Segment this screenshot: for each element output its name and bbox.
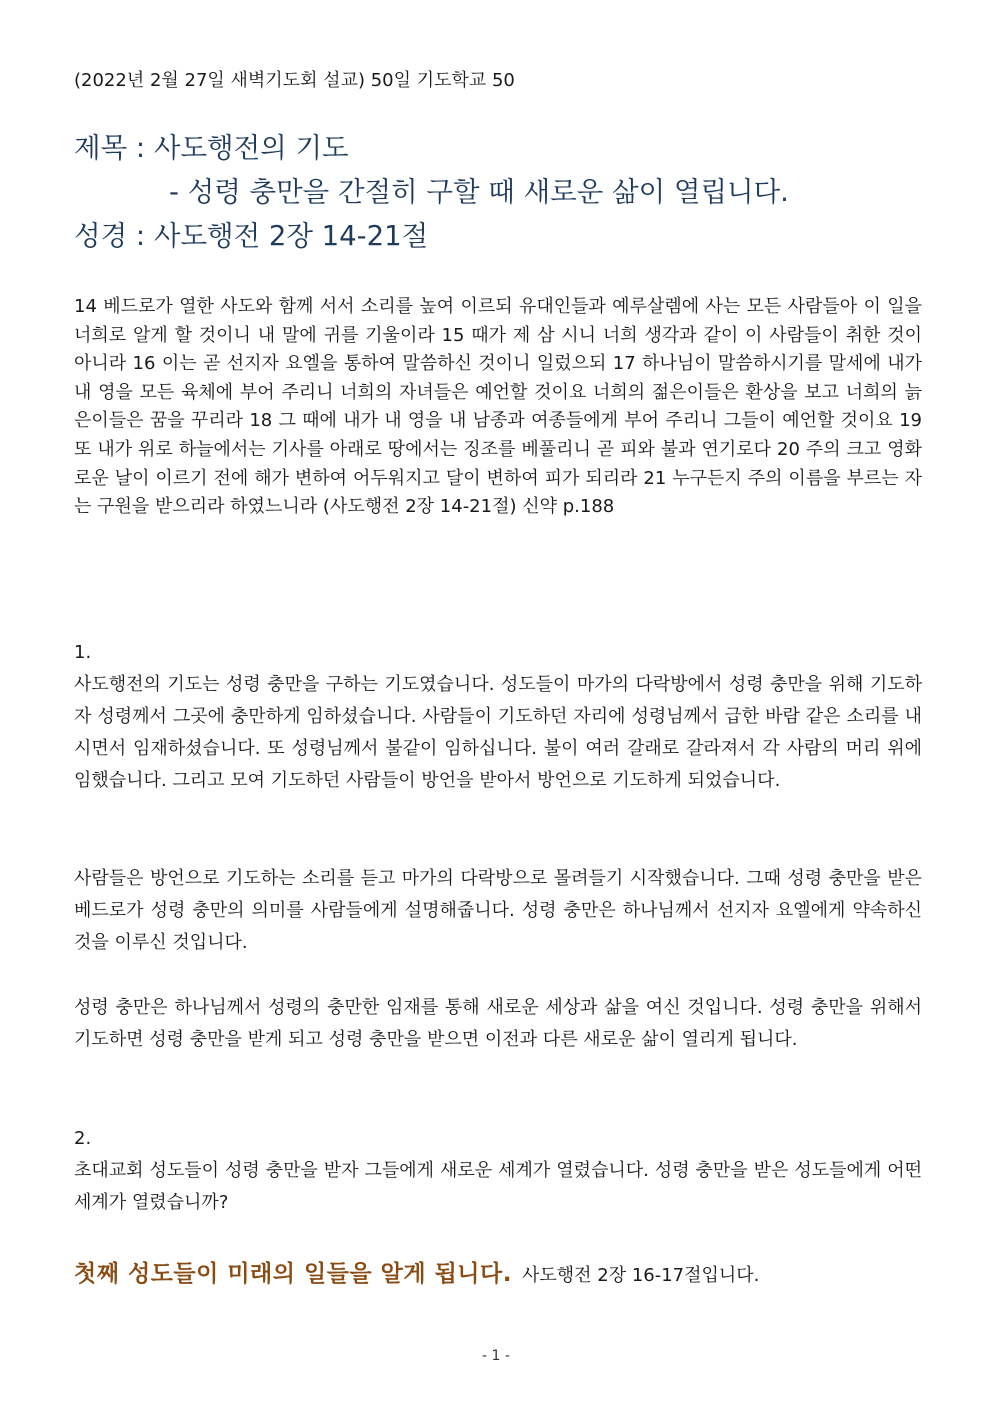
paragraph-text: 성령 충만은 하나님께서 성령의 충만한 임재를 통해 새로운 세상과 삶을 여신 것입니다. 성령 충만을 위해서 기도하면 성령 충만을 받게 되고 성령 충만을 받으면 이전과 다른 새로운 삶이 열리게 됩니다. xyxy=(74,997,922,1050)
first-point-heading: 첫째 성도들이 미래의 일들을 알게 됩니다. xyxy=(74,1261,512,1287)
page-number: - 1 - xyxy=(482,1348,510,1364)
scripture-reference: 성경 : 사도행전 2장 14-21절 xyxy=(74,220,429,252)
sermon-title: 제목 : 사도행전의 기도 xyxy=(74,132,349,164)
section-1-number: 1. xyxy=(74,642,92,663)
sermon-subtitle: - 성령 충만을 간절히 구할 때 새로운 삶이 열립니다. xyxy=(169,176,789,208)
paragraph-text: 초대교회 성도들이 성령 충만을 받자 그들에게 새로운 세계가 열렸습니다. 성령 충만을 받은 성도들에게 어떤 세계가 열렸습니까? xyxy=(74,1160,922,1213)
section-2-number: 2. xyxy=(74,1128,92,1149)
sermon-meta-line: (2022년 2월 27일 새벽기도회 설교) 50일 기도학교 50 xyxy=(74,70,515,91)
scripture-text: 14 베드로가 열한 사도와 함께 서서 소리를 높여 이르되 유대인들과 예루살렘에 사는 모든 사람들아 이 일을 너희로 알게 할 것이니 내 말에 귀를 기울이라 15 때가 제 삼 시니 너희 생각과 같이 이 사람들이 취한 것이 아니라 16 이는 곧 선지자 요엘을 통하여 말씀하신 것이니 일렀으되 17 하나님이 말씀하시기를 말세에 내가 내 영을 모든 육체에 부어 주리니 너희의 자녀들은 예언할 것이요 너희의 젊은이들은 환상을 보고 너희의 늙은이들은 꿈을 꾸리라 18 그 때에 내가 내 영을 내 남종과 여종들에게 부어 주리니 그들이 예언할 것이요 19 또 내가 위로 하늘에서는 기사를 아래로 땅에서는 징조를 베풀리니 곧 피와 불과 연기로다 20 주의 크고 영화로운 날이 이르기 전에 해가 변하여 어두워지고 달이 변하여 피가 되리라 21 누구든지 주의 이름을 부르는 자는 구원을 받으리라 하였느니라 (사도행전 2장 14-21절) 신약 p.188 xyxy=(74,296,922,518)
section-1-paragraph-3 xyxy=(74,992,922,1056)
first-point-reference: 사도행전 2장 16-17절입니다. xyxy=(521,1265,760,1286)
section-1-paragraph-2 xyxy=(74,863,922,959)
first-point-line xyxy=(74,1256,922,1294)
title-block xyxy=(74,126,922,258)
paragraph-text: 사람들은 방언으로 기도하는 소리를 듣고 마가의 다락방으로 몰려들기 시작했습니다. 그때 성령 충만을 받은 베드로가 성령 충만의 의미를 사람들에게 설명해줍니다. 성령 충만은 하나님께서 선지자 요엘에게 약속하신 것을 이루신 것입니다. xyxy=(74,868,922,953)
section-2-paragraph xyxy=(74,1155,922,1219)
paragraph-text: 사도행전의 기도는 성령 충만을 구하는 기도였습니다. 성도들이 마가의 다락방에서 성령 충만을 위해 기도하자 성령께서 그곳에 충만하게 임하셨습니다. 사람들이 기도하던 자리에 성령님께서 급한 바람 같은 소리를 내시면서 임재하셨습니다. 또 성령님께서 불같이 임하십니다. 불이 여러 갈래로 갈라져서 각 사람의 머리 위에 임했습니다. 그리고 모여 기도하던 사람들이 방언을 받아서 방언으로 기도하게 되었습니다. xyxy=(74,674,922,791)
section-1-paragraph-1 xyxy=(74,669,922,797)
